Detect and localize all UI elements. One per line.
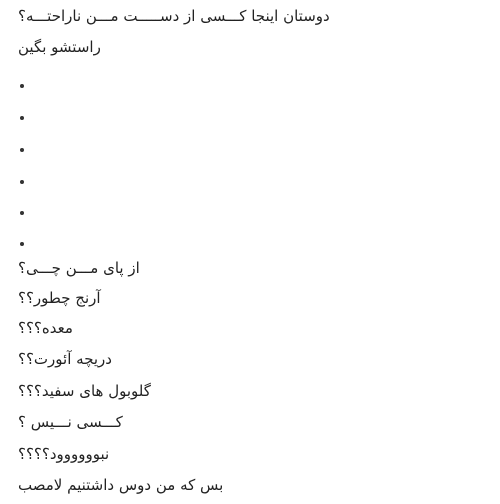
text-line: از پای مـــن چـــی؟ [18, 259, 140, 277]
text-line: دریچه آئورت؟؟ [18, 350, 112, 368]
dot-line [20, 84, 24, 88]
text-line: بس که من دوس داشتنیم لامصب [18, 476, 224, 494]
text-line: کـــسی نـــیس ؟ [18, 413, 123, 431]
dot-line [20, 242, 24, 246]
dot-line [20, 180, 24, 184]
text-line: نبوووووود؟؟؟؟ [18, 445, 110, 463]
dot-line [20, 148, 24, 152]
dot-line [20, 211, 24, 215]
text-line: راستشو بگین [18, 38, 101, 56]
text-line: گلوبول های سفید؟؟؟ [18, 382, 151, 400]
dot-line [20, 116, 24, 120]
text-line: دوستان اینجا کـــسی از دســـــت مـــن ناراحتـــه؟ [18, 7, 330, 25]
text-line: آرنج چطور؟؟ [18, 289, 101, 307]
text-line: معده؟؟؟ [18, 319, 73, 337]
